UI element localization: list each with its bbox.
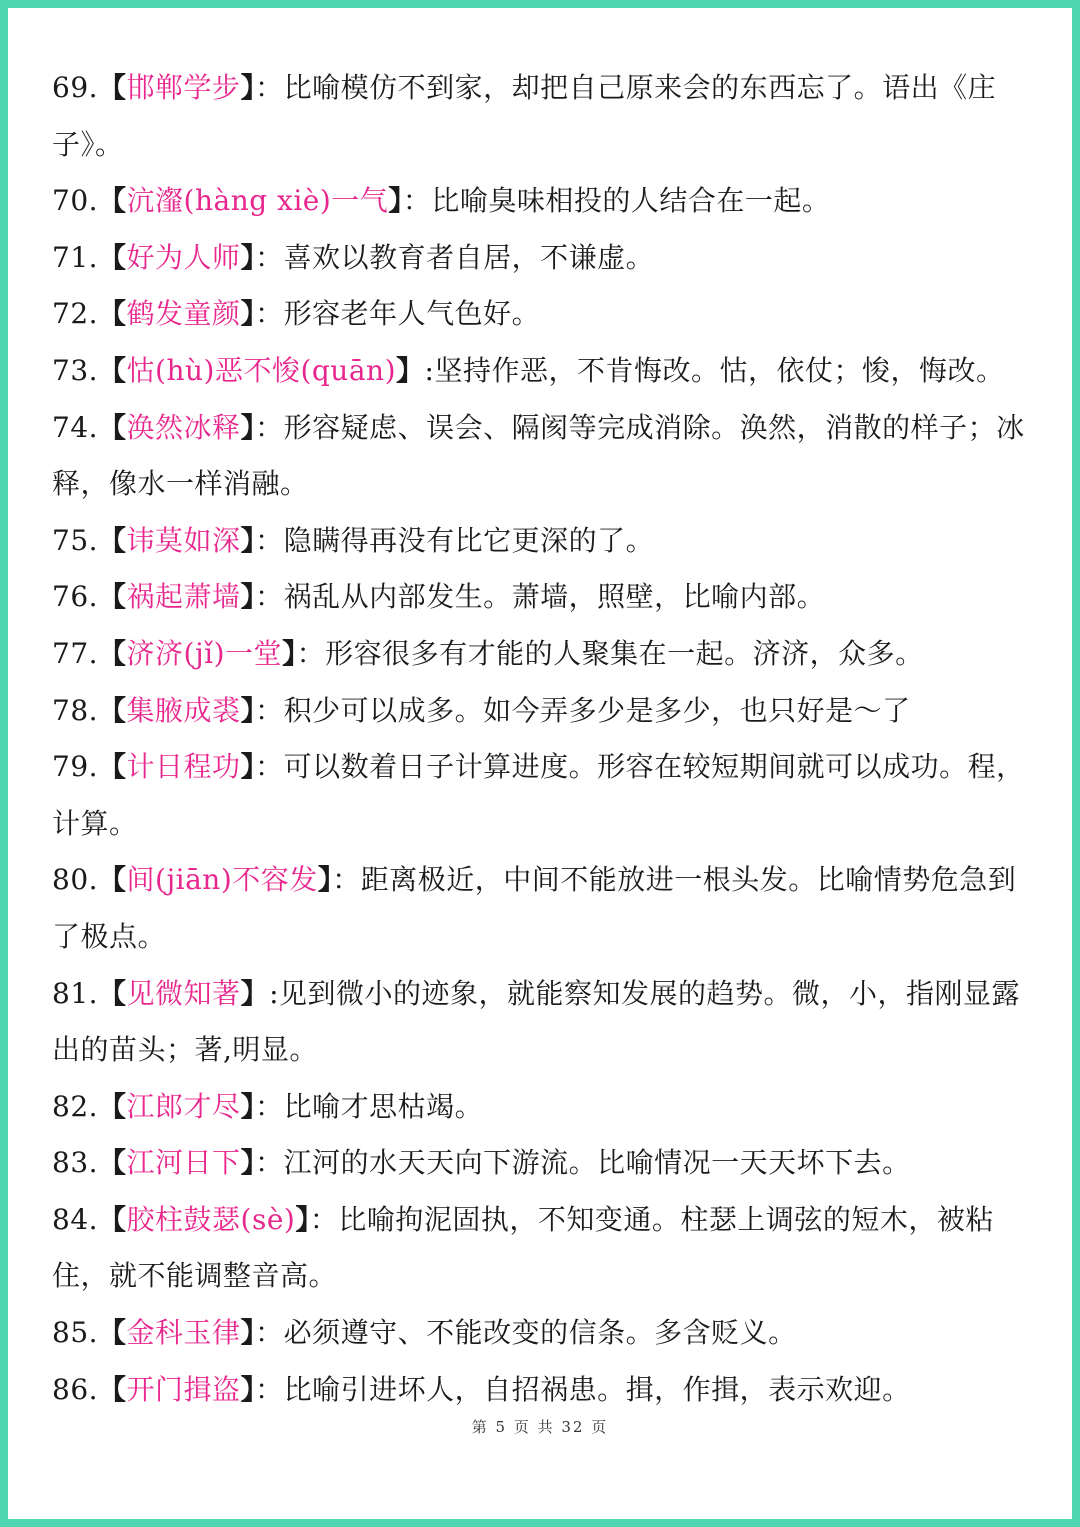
right-bracket: 】 [295, 1202, 310, 1236]
idiom-entry [52, 569, 1042, 626]
idiom-definition: 比喻拘泥固执，不知变通。柱瑟上调弦的短木，被粘住，就不能调整音高。 [52, 1202, 994, 1293]
left-bracket: 【 [98, 976, 127, 1010]
entry-number: 74. [52, 410, 99, 444]
idiom-definition: 比喻才思枯竭。 [283, 1089, 484, 1123]
separator: ： [255, 240, 284, 274]
separator: ： [255, 1146, 284, 1180]
idiom-entry [52, 739, 1042, 852]
left-bracket: 【 [98, 580, 127, 614]
entry-number: 86. [52, 1372, 99, 1406]
separator: ： [255, 1316, 284, 1350]
left-bracket: 【 [98, 863, 127, 897]
separator: ： [255, 297, 284, 331]
idiom-list [52, 60, 1042, 1418]
document-page [8, 8, 1072, 1519]
idiom-term: 祸起萧墙 [126, 580, 241, 614]
entry-number: 70. [52, 184, 99, 218]
idiom-term: 胶柱鼓瑟(sè) [126, 1202, 296, 1236]
entry-number: 85. [52, 1316, 99, 1350]
separator: ： [255, 1089, 284, 1123]
right-bracket: 】 [240, 297, 256, 331]
idiom-definition: 形容很多有才能的人聚集在一起。济济，众多。 [325, 636, 924, 670]
idiom-definition: 形容疑虑、误会、隔阂等完成消除。涣然，消散的样子；冰释，像水一样消融。 [52, 410, 1025, 501]
right-bracket: 】 [282, 636, 297, 670]
entry-number: 80. [52, 863, 99, 897]
right-bracket: 】 [240, 1089, 256, 1123]
entry-number: 77. [52, 636, 99, 670]
idiom-term: 沆瀣(hàng xiè)一气 [126, 184, 389, 218]
idiom-term: 间(jiān)不容发 [126, 863, 318, 897]
idiom-entry [52, 1079, 1042, 1136]
idiom-definition: 坚持作恶，不肯悔改。怙，依仗；悛，悔改。 [434, 353, 1005, 387]
entry-number: 76. [52, 580, 99, 614]
right-bracket: 】 [240, 71, 256, 104]
idiom-term: 计日程功 [126, 750, 241, 784]
separator: : [424, 353, 435, 387]
separator: ： [255, 1372, 284, 1406]
left-bracket: 【 [98, 750, 127, 784]
idiom-definition: 祸乱从内部发生。萧墙，照壁，比喻内部。 [283, 580, 826, 614]
idiom-entry [52, 400, 1042, 513]
right-bracket: 】 [240, 1316, 256, 1350]
entry-number: 78. [52, 693, 99, 727]
left-bracket: 【 [98, 240, 127, 274]
idiom-entry [52, 60, 1042, 173]
idiom-entry [52, 230, 1042, 287]
left-bracket: 【 [98, 693, 127, 727]
idiom-entry [52, 286, 1042, 343]
idiom-entry [52, 852, 1042, 965]
idiom-definition: 隐瞒得再没有比它更深的了。 [283, 523, 655, 557]
left-bracket: 【 [98, 184, 127, 218]
idiom-definition: 比喻引进坏人，自招祸患。揖，作揖，表示欢迎。 [283, 1372, 911, 1406]
right-bracket: 】 [317, 863, 333, 897]
right-bracket: 】 [240, 580, 256, 614]
right-bracket: 】 [396, 353, 425, 387]
entry-number: 81. [52, 976, 99, 1010]
left-bracket: 【 [98, 1372, 127, 1406]
idiom-term: 讳莫如深 [126, 523, 241, 557]
separator: ： [255, 693, 284, 727]
right-bracket: 】 [388, 184, 403, 218]
idiom-term: 集腋成裘 [126, 693, 241, 727]
left-bracket: 【 [98, 353, 127, 387]
right-bracket: 】 [240, 523, 256, 557]
idiom-definition: 见到微小的迹象，就能察知发展的趋势。微，小，指刚显露出的苗头；著,明显。 [52, 976, 1021, 1067]
idiom-entry [52, 513, 1042, 570]
entry-number: 84. [52, 1202, 99, 1236]
separator: ： [255, 750, 284, 784]
idiom-definition: 比喻臭味相投的人结合在一起。 [431, 184, 831, 218]
idiom-term: 济济(jǐ)一堂 [126, 636, 283, 670]
idiom-entry [52, 1362, 1042, 1419]
right-bracket: 】 [240, 1372, 256, 1406]
idiom-entry [52, 1135, 1042, 1192]
separator: ： [255, 580, 284, 614]
idiom-entry [52, 626, 1042, 683]
entry-number: 82. [52, 1089, 99, 1123]
left-bracket: 【 [98, 1202, 127, 1236]
page-footer: 第 5 页 共 32 页 [471, 1418, 609, 1436]
idiom-term: 鹤发童颜 [126, 297, 241, 331]
idiom-entry [52, 1305, 1042, 1362]
idiom-term: 涣然冰释 [126, 410, 241, 444]
idiom-entry [52, 683, 1042, 740]
idiom-term: 怙(hù)恶不悛(quān) [126, 353, 396, 387]
entry-number: 72. [52, 297, 99, 331]
idiom-term: 见微知著 [126, 976, 241, 1010]
idiom-term: 邯郸学步 [126, 71, 241, 104]
left-bracket: 【 [98, 71, 127, 104]
separator: ： [402, 184, 432, 218]
idiom-definition: 可以数着日子计算进度。形容在较短期间就可以成功。程，计算。 [52, 750, 1025, 840]
idiom-entry [52, 173, 1042, 230]
idiom-definition: 比喻模仿不到家，却把自己原来会的东西忘了。语出《庄子》。 [52, 71, 997, 161]
entry-number: 73. [52, 353, 99, 387]
idiom-definition: 积少可以成多。如今弄多少是多少，也只好是～了 [283, 693, 911, 727]
entry-number: 79. [52, 750, 99, 784]
right-bracket: 】 [240, 1146, 256, 1180]
entry-number: 71. [52, 240, 99, 274]
idiom-term: 开门揖盗 [126, 1372, 241, 1406]
left-bracket: 【 [98, 523, 127, 557]
idiom-definition: 喜欢以教育者自居，不谦虚。 [283, 240, 655, 274]
idiom-term: 江郎才尽 [126, 1089, 241, 1123]
right-bracket: 】 [240, 976, 270, 1010]
separator: : [269, 976, 280, 1010]
left-bracket: 【 [98, 1146, 127, 1180]
right-bracket: 】 [240, 240, 256, 274]
idiom-term: 江河日下 [126, 1146, 241, 1180]
entry-number: 75. [52, 523, 99, 557]
left-bracket: 【 [98, 297, 127, 331]
idiom-definition: 江河的水天天向下游流。比喻情况一天天坏下去。 [283, 1146, 911, 1180]
separator: ： [296, 636, 326, 670]
separator: ： [309, 1202, 339, 1236]
left-bracket: 【 [98, 410, 127, 444]
entry-number: 69. [52, 71, 99, 104]
idiom-entry [52, 343, 1042, 400]
idiom-entry [52, 966, 1042, 1079]
left-bracket: 【 [98, 1089, 127, 1123]
idiom-entry [52, 1192, 1042, 1305]
right-bracket: 】 [240, 410, 256, 444]
separator: ： [332, 863, 361, 897]
separator: ： [255, 410, 284, 444]
separator: ： [255, 523, 284, 557]
entry-number: 83. [52, 1146, 99, 1180]
right-bracket: 】 [240, 750, 256, 784]
idiom-term: 金科玉律 [126, 1316, 241, 1350]
right-bracket: 】 [240, 693, 256, 727]
separator: ： [255, 71, 284, 104]
idiom-term: 好为人师 [126, 240, 241, 274]
left-bracket: 【 [98, 636, 127, 670]
idiom-definition: 必须遵守、不能改变的信条。多含贬义。 [283, 1316, 797, 1350]
idiom-definition: 形容老年人气色好。 [283, 297, 541, 331]
idiom-definition: 距离极近，中间不能放进一根头发。比喻情势危急到了极点。 [52, 863, 1017, 953]
left-bracket: 【 [98, 1316, 127, 1350]
